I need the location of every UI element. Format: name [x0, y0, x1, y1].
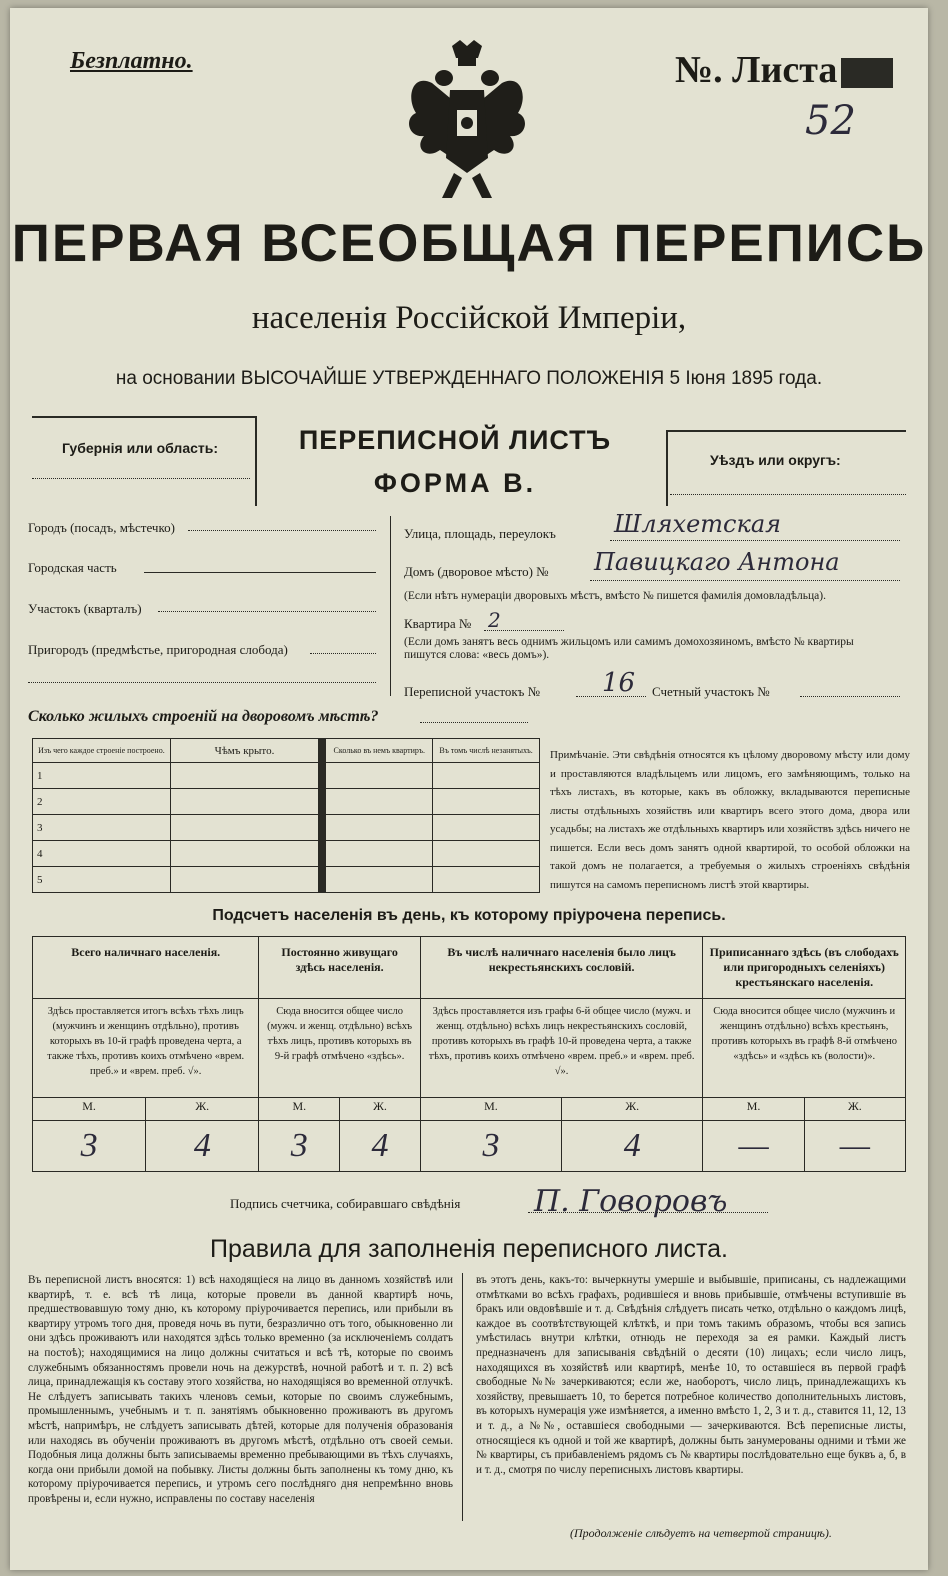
province-label: Губернія или область:	[62, 440, 219, 456]
rules-right-column: въ этотъ день, какъ-то: вычеркнуты умершіе и выбывшіе, приписаны, съ надлежащими отмѣтками во всѣхъ графахъ, родившіеся и вновь прибывшіе, отмѣчены вступившіе въ бракъ или овдовѣвшіе и т. д. Свѣдѣнія слѣдуетъ писать четко, отдѣльно о каждомъ лицѣ, каждое въ соотвѣтствующей клѣткѣ, и при томъ такимъ образомъ, чтобы вся запись умѣстилась внутри клѣтки, отнюдь не переходя за ея рамки. Каждый листъ предназначенъ для записыванія свѣдѣній о десяти (10) лицахъ; если число лицъ, находящихся въ хозяйствѣ или квартирѣ, менѣе 10, то оставшіеся въ первой графѣ свободные №№ зачеркиваются; если же, наоборотъ, число лицъ, принадлежащихъ къ хозяйству, превышаетъ 10, то берется потребное количество дополнительныхъ листовъ, въ которыхъ нумерація уже измѣняется, а именно вмѣсто 1, 2, 3 и т. д., ставится 11, 12, 13 и т. д., а №№, оставшіеся свободными — зачеркиваются. Всѣ переписные листы, относящіеся къ одной и той же квартирѣ, должны быть занумерованы одними и тѣми же № квартиры, съ прибавленіемъ рядомъ съ № квартиры послѣдовательно еще буквъ а, б, в и т. д., смотря по числу переписныхъ листовъ квартиры.	[476, 1274, 906, 1476]
table-row: 1	[33, 763, 540, 789]
divider	[32, 416, 257, 418]
non-peasant-male-value[interactable]: 3	[420, 1121, 561, 1172]
free-label: Безплатно.	[70, 48, 193, 74]
buildings-question: Сколько жилыхъ строеній на дворовомъ мѣстѣ?	[28, 708, 379, 725]
apartment-value: 2	[488, 608, 501, 632]
rules-left-column: Въ переписной листъ вносятся: 1) всѣ находящіеся на лицо въ данномъ хозяйствѣ или квартирѣ, т. е. всѣ тѣ лица, которые провели въ данной квартирѣ ночь, предшествовавшую тому дню, къ которому пріурочивается перепись, или прибыли въ квартиру утромъ того дня, проведя ночь въ пути, безразлично отъ того, обыкновенно ли они здѣсь проживаютъ или находятся здѣсь только временно (за исключеніемъ солдатъ на постоѣ); находящимися на лицо должны считаться и всѣ тѣ, которые по своимъ служебнымъ обязанностямъ провели ночь на дежурствѣ, ночной работѣ и т. п. 2) всѣ лица, принадлежащія къ составу этого хозяйства, но находящіяся во временной отлучкѣ. Не слѣдуетъ записывать такихъ членовъ семьи, которые по своимъ служебнымъ, промышленнымъ, учебнымъ и т. п. занятіямъ обыкновенно проживаютъ въ другомъ мѣстѣ, напримѣръ, не слѣдуетъ записывать дѣтей, которые для полученія образованія или находясь въ обученіи проживаютъ въ другомъ мѣстѣ, отдѣльно отъ своей семьи. Подобныя лица должны быть записываемы временно пребывающими въ тѣхъ случаяхъ, когда они прибыли домой на побывку. Листы должны быть заполнены къ тому дню, къ которому пріурочивается перепись, и утромъ сего послѣдняго дня непремѣнно вновь провѣрены и, если нужно, исправлены по составу населенія	[28, 1274, 453, 1505]
count-district-label: Счетный участокъ №	[652, 684, 770, 699]
census-form-page	[10, 8, 928, 1570]
peasant-male-value[interactable]: —	[703, 1121, 804, 1172]
district-label: Уѣздъ или округъ:	[710, 452, 841, 468]
sheet-number-label: №. Листа	[675, 48, 893, 92]
group-title-resident: Постоянно живущаго здѣсь населенія.	[259, 937, 420, 999]
group-title-non-peasant: Въ числѣ наличнаго населенія было лицъ некрестьянскихъ сословій.	[420, 937, 703, 999]
district-field[interactable]	[670, 494, 906, 495]
divider	[462, 1273, 463, 1521]
province-field[interactable]	[32, 478, 250, 479]
street-label: Улица, площадь, переулокъ	[404, 526, 556, 541]
table-row: 5	[33, 867, 540, 893]
street-value: Шляхетская	[614, 510, 782, 538]
non-peasant-female-value[interactable]: 4	[562, 1121, 703, 1172]
signature-label: Подпись счетчика, собиравшаго свѣдѣнія	[230, 1196, 461, 1211]
group-title-present: Всего наличнаго населенія.	[33, 937, 259, 999]
group-desc-non-peasant: Здѣсь проставляется изъ графы 6-й общее число (мужч. и женщ. отдѣльно) всѣхъ лицъ некрестьянскихъ сословій, противъ которыхъ въ графѣ 10-й проведена черта, а также тѣхъ, противъ коихъ отмѣчено «врем. преб.» и «врем. преб. √».	[420, 999, 703, 1098]
population-table	[32, 936, 906, 1172]
present-male-value[interactable]: 3	[33, 1121, 146, 1172]
page-title: ПЕРВАЯ ВСЕОБЩАЯ ПЕРЕПИСЬ	[11, 214, 927, 273]
house-note: (Если нѣтъ нумераціи дворовыхъ мѣстъ, вмѣсто № пишется фамилія домовладѣльца).	[404, 590, 826, 602]
male-header: М.	[420, 1098, 561, 1121]
present-female-value[interactable]: 4	[146, 1121, 259, 1172]
buildings-note: Примѣчаніе. Эти свѣдѣнія относятся къ цѣлому дворовому мѣсту или дому и проставляются владѣльцемъ или лицомъ, его замѣняющимъ, только на тѣхъ листахъ, въ которые, какъ въ обложку, вкладываются переписные листы отдѣльныхъ хозяйствъ или квартиръ всего этого дома, двора или усадьбы; на листахъ же отдѣльныхъ квартиръ или хозяйствъ здѣсь ничего не пишется. Если весь домъ занятъ одной квартирой, то особой обложки на такой домъ не полагается, а требуемыя о жилыхъ строеніяхъ свѣдѣнія пишутся на самомъ переписномъ листѣ этой квартиры.	[550, 749, 910, 891]
population-heading: Подсчетъ населенія въ день, къ которому пріурочена перепись.	[212, 907, 726, 924]
sheet-number-value: 52	[805, 98, 856, 144]
buildings-answer-field[interactable]	[420, 722, 528, 723]
city-part-label: Городская часть	[28, 560, 117, 575]
table-row: 2	[33, 789, 540, 815]
legal-basis: на основании ВЫСОЧАЙШЕ УТВЕРЖДЕННАГО ПОЛОЖЕНІЯ 5 Іюня 1895 года.	[115, 368, 823, 389]
divider	[390, 516, 391, 696]
female-header: Ж.	[340, 1098, 421, 1121]
male-header: М.	[33, 1098, 146, 1121]
signature-field[interactable]	[528, 1212, 768, 1213]
resident-male-value[interactable]: 3	[259, 1121, 340, 1172]
buildings-table	[32, 738, 540, 893]
group-desc-peasant: Сюда вносится общее число (мужчинъ и женщинъ отдѣльно) всѣхъ крестьянъ, противъ которыхъ въ графѣ 8-й отмѣчено «здѣсь» и «здѣсь къ (волости)».	[703, 999, 906, 1098]
table-row: 3	[33, 815, 540, 841]
peasant-female-value[interactable]: —	[804, 1121, 905, 1172]
suburb-field[interactable]	[310, 653, 376, 654]
buildings-col-material: Изъ чего каждое строеніе построено.	[33, 739, 171, 763]
census-district-value: 16	[602, 668, 636, 698]
apartment-field[interactable]	[484, 630, 564, 631]
house-field[interactable]	[590, 580, 900, 581]
group-desc-resident: Сюда вносится общее число (мужч. и женщ. отдѣльно) всѣхъ тѣхъ лицъ, противъ которыхъ въ 9-й графѣ отмѣчено «здѣсь».	[259, 999, 420, 1098]
city-part-field[interactable]	[144, 572, 376, 573]
rules-title: Правила для заполненія переписного листа.	[210, 1235, 728, 1263]
city-field[interactable]	[188, 530, 376, 531]
count-district-field[interactable]	[800, 696, 900, 697]
divider	[666, 430, 906, 432]
apartment-note: (Если домъ занятъ весь однимъ жильцомъ или самимъ домохозяиномъ, вмѣсто № квартиры пишутся слова: «весь домъ»).	[404, 636, 854, 661]
buildings-col-apartments: Сколько въ немъ квартиръ.	[326, 739, 433, 763]
house-label: Домъ (дворовое мѣсто) №	[404, 564, 549, 579]
resident-female-value[interactable]: 4	[340, 1121, 421, 1172]
signature-value: П. Говоровъ	[534, 1184, 728, 1219]
census-district-label: Переписной участокъ №	[404, 684, 541, 699]
suburb-field-2[interactable]	[28, 682, 376, 683]
divider	[666, 430, 668, 506]
group-desc-present: Здѣсь проставляется итогъ всѣхъ тѣхъ лицъ (мужчинъ и женщинъ отдѣльно), противъ которыхъ въ 10-й графѣ проведена черта, а также тѣхъ, противъ коихъ отмѣчено «врем. преб.» и «врем. преб. √».	[33, 999, 259, 1098]
male-header: М.	[703, 1098, 804, 1121]
form-type: ФОРМА В.	[373, 468, 537, 498]
buildings-col-vacant: Въ томъ числѣ незанятыхъ.	[433, 739, 540, 763]
rules-continued: (Продолженіе слѣдуетъ на четвертой страницѣ).	[570, 1526, 832, 1540]
street-field[interactable]	[610, 540, 900, 541]
form-title: ПЕРЕПИСНОЙ ЛИСТЪ	[298, 425, 612, 455]
city-label: Городъ (посадъ, мѣстечко)	[28, 520, 175, 535]
female-header: Ж.	[804, 1098, 905, 1121]
female-header: Ж.	[562, 1098, 703, 1121]
house-value: Павицкаго Антона	[594, 548, 840, 576]
buildings-col-roof: Чѣмъ крыто.	[170, 739, 318, 763]
precinct-field[interactable]	[158, 611, 376, 612]
census-district-field[interactable]	[576, 696, 646, 697]
double-headed-eagle-icon	[402, 38, 532, 203]
apartment-label: Квартира №	[404, 616, 472, 631]
male-header: М.	[259, 1098, 340, 1121]
suburb-label: Пригородъ (предмѣстье, пригородная слобода)	[28, 642, 288, 657]
table-row: 4	[33, 841, 540, 867]
female-header: Ж.	[146, 1098, 259, 1121]
group-title-peasant: Приписаннаго здѣсь (въ слободахъ или пригородныхъ селеніяхъ) крестьянскаго населенія.	[703, 937, 906, 999]
precinct-label: Участокъ (кварталъ)	[28, 601, 142, 616]
page-subtitle: населенія Россійской Имперіи,	[251, 300, 687, 336]
